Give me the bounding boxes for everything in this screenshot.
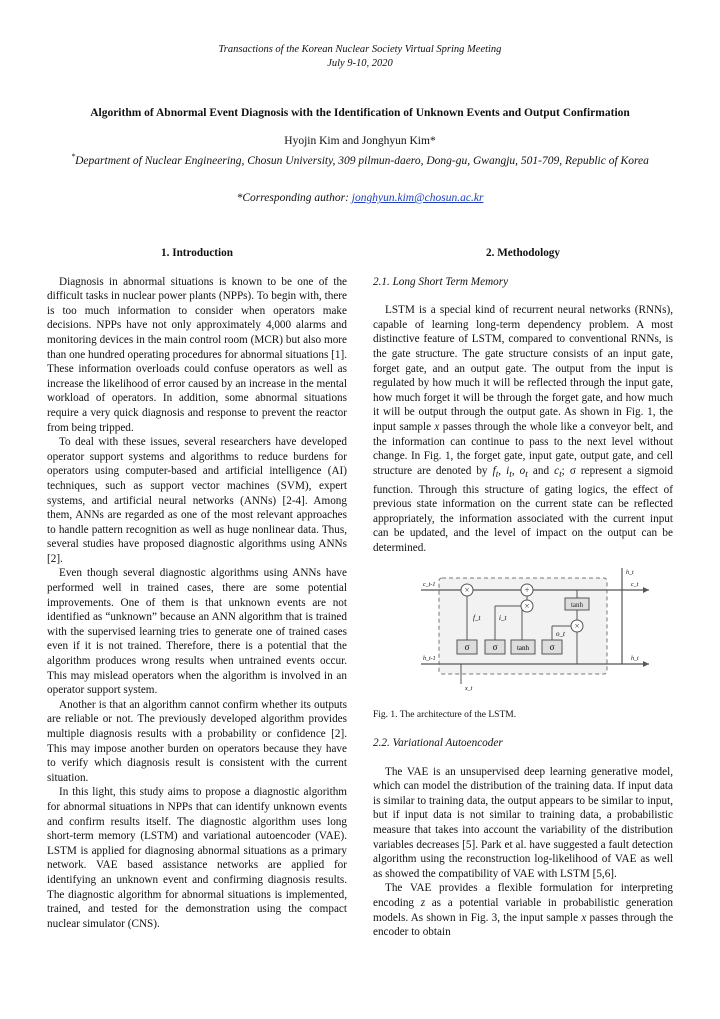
affiliation-mark: * — [71, 152, 76, 161]
math-sub-t: t — [525, 469, 528, 480]
section-heading-methodology: 2. Methodology — [486, 247, 560, 259]
vae-paragraph-1: The VAE is an unsupervised deep learning generative model, which can model the distribution of the training data. If input data is similar to training data, the output appears to be similar to input, but if input data is not similar to training data, a probabilistic measure that takes into account the variability of the distribution variables decreases [5]. Park et al. have suggested a fault detection algorithm using the reconstruction log-likelihood of VAE as well as showed the compatibility of VAE with LSTM [5,6]. — [373, 765, 673, 880]
vae-paragraph-2 — [373, 881, 673, 939]
vae-text-c: passes through the encoder to obtain — [373, 911, 674, 939]
vae-text-b: as a potential variable in probabilistic generation models. As shown in Fig. 3, the input sample — [373, 897, 674, 924]
svg-text:+: + — [524, 584, 530, 595]
c-t-label: c_t — [631, 581, 639, 588]
vae-text-a: The VAE provides a flexible formulation for interpreting encoding — [373, 882, 673, 910]
h-t-right-label: h_t — [631, 655, 639, 662]
corresponding-label: *Corresponding author: — [236, 192, 349, 204]
lstm-paragraph: LSTM is a special kind of recurrent neural networks (RNNs), capable of learning long-term dependency problem. A most distinctive feature of LSTM, compared to conventional RNNs, is the gate structure. The gate structure consists of an input gate, forget gate, and an output gate. The output from the input is regulated by how much it will be reflected through the input gate, how much forget it will be through the forget gate, and how much it will be output through the output gate. As shown in Fig. 1, the input sample x passes through the whole like a conveyor belt, and the information can continue to pass to the next level without change. In Fig. 1, the forget gate, input gate, output gate, and cell structure are denoted by $f_t$, $i_t$, $o_t$ and $c_t$; σ represent a sigmoid function. Through this structure of gating logics, the effect of previous state information on the current state can be reflected appropriately, the information associated with the current input can be updated, and the level of impact on the output can be determined. — [373, 304, 674, 554]
lstm-diagram — [417, 564, 657, 694]
lstm-text-a: LSTM is a special kind of recurrent neural networks (RNNs), capable of learning long-term dependency problem. A most distinctive feature of LSTM, compared to conventional RNNs, is the gate structure. The gate structure consists of an input gate, forget gate, and an output gate. The output from the input is regulated by how much it will be reflected through the input gate, how much forget it will be through the forget gate, and how much it will be output through the output gate. As shown in Fig. 1, the input sample — [373, 304, 673, 433]
intro-paragraph-2: To deal with these issues, several researchers have developed operator support systems and algorithms to reduce burdens for operators using computer-based and artificial intelligence (AI) techniques, such as support vector machines (SVM), expert systems, and artificial neural networks (ANNs) [2-4]. Among them, ANNs are regarded as one of the most relevant approaches to handle pattern recognition as well as huge nonlinear data. Thus, several studies have proposed diagnostic algorithms using ANNs [2]. — [47, 436, 347, 565]
h-t-top-label: h_t — [626, 569, 634, 576]
math-x: x — [434, 420, 440, 433]
i-t-label: i_t — [499, 613, 507, 622]
sigma-label: σ — [492, 641, 498, 652]
math-sub-t: t — [559, 469, 562, 480]
svg-text:×: × — [464, 584, 470, 595]
sigma-label: σ — [549, 641, 555, 652]
o-t-label: o_t — [556, 629, 565, 638]
corresponding-email-link[interactable]: jonghyun.kim@chosun.ac.kr — [351, 192, 484, 204]
running-header-conference: Transactions of the Korean Nuclear Society Virtual Spring Meeting — [218, 44, 502, 55]
paper-title: Algorithm of Abnormal Event Diagnosis with the Identification of Unknown Events and Output Confirmation — [90, 107, 630, 119]
paper-authors: Hyojin Kim and Jonghyun Kim* — [284, 135, 436, 147]
math-sub-t: t — [495, 469, 499, 480]
c-prev-label: c_t-1 — [423, 581, 436, 588]
h-prev-label: h_t-1 — [423, 655, 436, 662]
intro-paragraph-5: In this light, this study aims to propose a diagnostic algorithm for abnormal situations in NPPs that can identify unknown events and confirm results itself. The diagnostic algorithm uses long short-term memory (LSTM) and variational autoencoder (VAE). LSTM is applied for diagnosing abnormal situations as a primary network. VAE based assistance networks are applied for identifying an unknown event and confirming diagnosis results. The diagnostic algorithm for abnormal situations is implemented, trained, and tested for the demonstration using the compact nuclear simulator (CNS). — [47, 786, 347, 930]
intro-paragraph-3: Even though several diagnostic algorithms using ANNs have performed well in trained cases, there are some potential improvements. One of them is that unknown events are not identified as “unknown” because an ANN algorithm that is trained with the supervised learning tries to generate one of trained cases even if it is not trained. Therefore, there is a potential that the algorithm produces wrong results when untrained events occur. This may mislead operators when the algorithm is involved in an operator support system. — [47, 567, 347, 697]
math-z: z — [420, 897, 426, 910]
lstm-text-d: ; σ represent a sigmoid function. Through this structure of gating logics, the effect of previous state information on the current state can be reflected appropriately, the information associated with the current input can be updated, and the level of impact on the output can be determined. — [373, 464, 674, 554]
svg-text:×: × — [574, 620, 580, 631]
math-o: o — [519, 464, 526, 477]
figure-1-caption: Fig. 1. The architecture of the LSTM. — [373, 709, 517, 720]
x-t-label: x_t — [465, 685, 473, 692]
math-i: i — [506, 464, 510, 477]
lstm-text-and: and — [532, 464, 550, 477]
affiliation-text: Department of Nuclear Engineering, Chosun University, 309 pilmun-daero, Dong-gu, Gwangju, 501-709, Republic of Korea — [75, 154, 649, 167]
section-heading-introduction: 1. Introduction — [161, 247, 233, 259]
lstm-architecture-figure — [417, 564, 657, 694]
running-header-date: July 9-10, 2020 — [327, 58, 393, 69]
math-x: x — [581, 911, 587, 924]
tanh-label: tanh — [516, 643, 530, 652]
f-t-label: f_t — [473, 613, 481, 622]
right-column — [373, 246, 673, 940]
subsection-heading-vae: 2.2. Variational Autoencoder — [373, 737, 503, 750]
corresponding-author — [40, 192, 680, 204]
hidden-state-arrow — [643, 661, 649, 667]
math-sub-t: t — [509, 469, 512, 480]
tanh-top-label: tanh — [570, 600, 584, 609]
left-column — [47, 246, 347, 931]
intro-paragraph-1: Diagnosis in abnormal situations is known to be one of the difficult tasks in nuclear power plants (NPPs). To begin with, there is too much information to consider when operators make decisions. NPPs have not only approximately 4,000 alarms and monitoring devices in the main control room (MCR) but also more than one hundred operating procedures for abnormal situations [1]. These information overloads could confuse operators as well as increase the likelihood of error caused by an increase in the mental workload of operators. In addition, some abnormal situations require a very quick diagnosis and response to prevent the reactor from being tripped. — [47, 275, 347, 434]
author-affiliation — [60, 149, 660, 169]
math-c: c — [554, 464, 560, 477]
cell-state-arrow — [643, 587, 649, 593]
math-f: f — [492, 464, 496, 477]
subsection-heading-lstm: 2.1. Long Short Term Memory — [373, 275, 509, 288]
sigma-label: σ — [464, 641, 470, 652]
intro-paragraph-4: Another is that an algorithm cannot confirm whether its outputs are reliable or not. The previously developed algorithm provides multiple diagnosis results with a probability or confidence [2]. This may impose another burden on operators because they have to verify which diagnosis result is consistent with the current situation. — [47, 698, 347, 784]
lstm-text-b: passes through the whole like a conveyor belt, and the information can continue to pass to the next level without change. In Fig. 1, the forget gate, input gate, output gate, and cell structure are denoted by — [373, 420, 674, 477]
svg-text:×: × — [524, 600, 530, 611]
